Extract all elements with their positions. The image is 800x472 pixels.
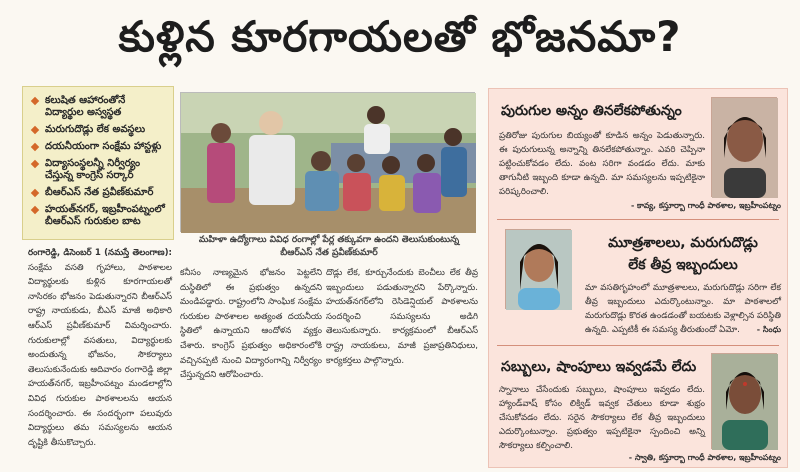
student-portrait-3 <box>711 353 777 449</box>
highlight-item: మరుగుదొడ్లు లేక అవస్థలు <box>31 124 167 136</box>
story-1-title: పురుగుల అన్నం తినలేకపోతున్నం <box>501 103 682 119</box>
story-box-1 <box>489 89 789 217</box>
story-3-signature: - స్వాతి, కస్తూర్బా గాంధీ పాఠశాల, ఇబ్రహీంపట్నం <box>628 453 781 462</box>
news-photo-illustration <box>181 93 476 233</box>
article-column-3: దొడ్లు లేక, కూర్చునేందుకు బెంచీలు లేక తీవ్ర ఇబ్బందులు పడుతున్నారని పేర్కొన్నారు. హయత్‌నగర్‌లోని రెసిడెన్షియల్ పాఠశాలను సందర్శించి సమస్యలను అడిగి తెలుసుకున్నారు. కార్యక్రమంలో బీఆర్ఎస్ రాష్ట్ర నాయకులు, మాజీ ప్రజాప్రతినిధులు, కార్యకర్తలు పాల్గొన్నారు. <box>326 268 478 366</box>
story-2-title-line-2: లేక తీవ్ర ఇబ్బందులు <box>628 257 738 273</box>
story-2-title-line-1: మూత్రశాలలు, మరుగుదొడ్లు <box>608 235 758 251</box>
highlight-item: విద్యాసంస్థలన్నీ నిర్వీర్యం చేస్తున్న కాంగ్రెస్ సర్కార్ <box>31 158 167 182</box>
story-box-3 <box>489 347 789 469</box>
story-1-body: ప్రతిరోజు పురుగుల బియ్యంతో కూడిన అన్నం పెడుతున్నారు. ఈ పురుగులున్న అన్నాన్ని తినలేకపోతున్నాం. ఎవరి చెప్పినా పట్టించుకోవడం లేదు. వంట సరిగా వండడం లేదు. మాకు తాగునీటి ఇబ్బంది కూడా ఉన్నది. మా సమస్యలను ఇప్పటికైనా పరిష్కరించాలి. <box>499 131 705 197</box>
highlight-item: బీఆర్ఎస్ నేత ప్రవీణ్‌కుమార్ <box>31 187 167 199</box>
story-2-signature: - సింధు <box>756 325 781 334</box>
student-voices-sidebar <box>488 88 788 468</box>
photo-caption: మహిళా ఉద్యోగాలు వివిధ రంగాల్లో పేర్ల తక్కువగా ఉందని తెలుసుకుంటున్న బీఆర్ఎస్ నేత ప్రవీణ్‌కుమార్ <box>198 235 460 258</box>
story-box-2 <box>489 221 789 343</box>
sidebar-divider <box>497 345 779 346</box>
highlight-item: దయనీయంగా సంక్షేమ హాస్టళ్లు <box>31 141 167 153</box>
highlights-box <box>22 86 174 240</box>
highlight-item: కలుషిత ఆహారంతోనే విద్యార్థుల అస్వస్థత <box>31 95 167 119</box>
article-column-2: కనీసం నాణ్యమైన భోజనం పెట్టలేని దుస్థితిలో ఈ ప్రభుత్వం ఉన్నదని మండిపడ్డారు. రాష్ట్రంలోని సాంఘిక సంక్షేమ గురుకుల పాఠశాలల అత్యంత దయనీయ స్థితిలో ఉన్నాయని ఆందోళన వ్యక్తం చేశారు. కాంగ్రెస్ ప్రభుత్వం అధికారంలోకి వచ్చినప్పటి నుంచి విద్యారంగాన్ని నిర్వీర్యం చేస్తున్నదని ఆరోపించారు. <box>180 268 322 381</box>
student-portrait-2 <box>505 229 571 309</box>
story-3-body: స్నానాలు చేసేందుకు సబ్బులు, షాంపూలు ఇవ్వడం లేదు. హ్యాండ్‌వాష్ కోసం లిక్విడ్ ఇవ్వక చేతులు కూడా శుభ్రం చేసుకోవడం లేదు. సరైన సౌకర్యాలు లేక తీవ్ర ఇబ్బందులు ఎదుర్కొంటున్నాం. ప్రభుత్వం ఇప్పటికైనా స్పందించి అన్ని సౌకర్యాలు కల్పించాలి. <box>499 385 705 451</box>
student-portrait-1 <box>711 97 777 197</box>
news-photo <box>180 92 475 232</box>
story-3-title: సబ్బులు, షాంపూలు ఇవ్వడమే లేదు <box>501 359 697 375</box>
sidebar-divider <box>497 219 779 220</box>
dateline: రంగారెడ్డి, డిసెంబర్ 1 (నమస్తే తెలంగాణ): <box>28 248 172 258</box>
article-text-1: సంక్షేమ వసతి గృహాలు, పాఠశాలల విద్యార్థులకు కుళ్లిన కూరగాయలతో నాసిరకం భోజనం పెడుతున్నారని బీఆర్ఎస్ రాష్ట్ర నాయకుడు, బీఎస్ మాజీ అధికారి ఆర్ఎస్ ప్రవీణ్‌కుమార్ విమర్శించారు. గురుకులాల్లో వసతులు, విద్యార్థులకు అందుతున్న భోజనం, సౌకర్యాలు తెలుసుకునేందుకు ఆదివారం రంగారెడ్డి జిల్లా హయత్‌నగర్, ఇబ్రహీంపట్నం మండలాల్లోని వివిధ గురుకుల పాఠశాలలను ఆయన సందర్శించారు. ఈ సందర్భంగా పలువురు విద్యార్థులు తమ సమస్యలను ఆయన దృష్టికి తీసుకొచ్చారు. <box>28 262 172 448</box>
article-column-1 <box>28 246 172 466</box>
headline: కుళ్లిన కూరగాయలతో భోజనమా? <box>118 12 682 61</box>
highlight-item: హయత్‌నగర్, ఇబ్రహీంపట్నంలో బీఆర్ఎస్ గురుకుల బాట <box>31 204 167 228</box>
story-1-signature: - కావ్య, కస్తూర్బా గాంధీ పాఠశాల, ఇబ్రహీంపట్నం <box>630 201 781 210</box>
story-2-body: మా వసతిగృహంలో మూత్రశాలలు, మరుగుదొడ్లు సరిగా లేక తీవ్ర ఇబ్బందులు ఎదుర్కొంటున్నాం. మా పాఠశాలలో మరుగుదొడ్లు కొరత ఉండడంతో బయటకు వెళ్లాల్సిన పరిస్థితి ఉన్నది. ఎప్పటికీ ఈ సమస్య తీరుతుందో ఏమో. <box>585 283 781 335</box>
